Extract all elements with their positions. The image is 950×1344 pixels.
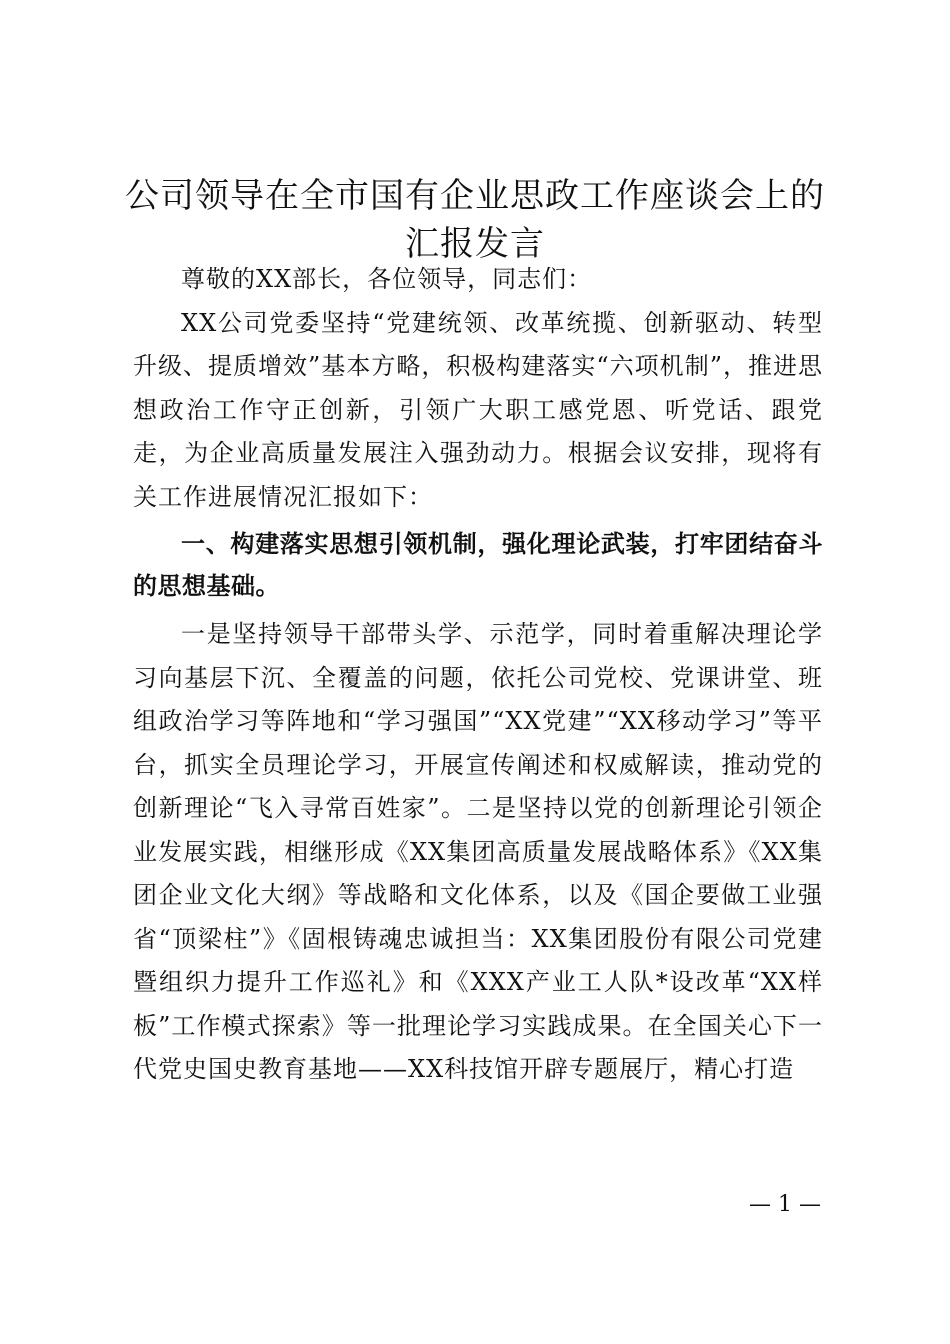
salutation: 尊敬的XX部长，各位领导，同志们：: [181, 265, 593, 293]
document-title-line-1: 公司领导在全市国有企业思政工作座谈会上的: [125, 176, 825, 216]
page-number: — 1 —: [749, 1192, 821, 1217]
paragraph-section-1: 一是坚持领导干部带头学、示范学，同时着重解决理论学习向基层下沉、全覆盖的问题，依托公司党校、党课讲堂、班组政治学习等阵地和“学习强国”“XX党建”“XX移动学习”等平台，抓实全员理论学习，开展宣传阐述和权威解读，推动党的创新理论“飞入寻常百姓家”。二是坚持以党的创新理论引领企业发展实践，相继形成《XX集团高质量发展战略体系》《XX集团企业文化大纲》等战略和文化体系，以及《国企要做工业强省“顶梁柱”》《固根铸魂忠诚担当：XX集团股份有限公司党建暨组织力提升工作巡礼》和《XXX产业工人队*设改革“XX样板”工作模式探索》等一批理论学习实践成果。在全国关心下一代党史国史教育基地——XX科技馆开辟专题展厅，精心打造: [133, 620, 823, 1083]
paragraph-intro: XX公司党委坚持“党建统领、改革统揽、创新驱动、转型升级、提质增效”基本方略，积极构建落实“六项机制”，推进思想政治工作守正创新，引领广大职工感党恩、听党话、跟党走，为企业高质量发展注入强劲动力。根据会议安排，现将有关工作进展情况汇报如下：: [133, 308, 823, 511]
document-title-line-2: 汇报发言: [405, 224, 545, 264]
document-body: [133, 258, 823, 1092]
section-heading-1: 一、构建落实思想引领机制，强化理论武装，打牢团结奋斗的思想基础。: [133, 530, 823, 600]
